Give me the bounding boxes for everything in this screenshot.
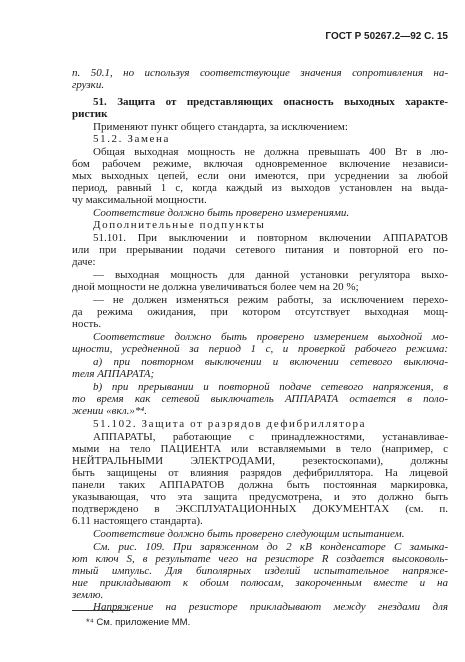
text-line: 51.101. При выключении и повторном включении АППАРАТОВ xyxy=(93,232,448,244)
footnote-divider xyxy=(72,610,130,611)
text-line: грузки. xyxy=(72,79,105,91)
text-line: — выходная мощность для данной установки регулятора выхо- xyxy=(93,269,448,281)
text-line: дной мощности не должна увеличиваться более чем на 20 %; xyxy=(72,281,359,293)
subsection-heading: 51.2. Замена xyxy=(93,133,170,145)
text-line: Соответствие должно быть проверено следующим испытанием. xyxy=(93,528,405,540)
text-line: щности, усредненной за период 1 с, и проверкой рабочего режима: xyxy=(72,343,448,355)
text-line: быть защищены от влияния разрядов дефибриллятора. На лицевой xyxy=(72,467,448,479)
text-line: См. рис. 109. При заряженном до 2 кВ конденсаторе С замыка- xyxy=(93,541,448,553)
text-line: а) при повторном выключении и включении сетевого выключа- xyxy=(93,356,448,368)
text-line: даче: xyxy=(72,256,96,268)
subsection-heading: 51.102. Защита от разрядов дефибриллятора xyxy=(93,418,367,430)
text-line: — не должен изменяться режим работы, за исключением перехо- xyxy=(93,294,448,306)
text-line: тный импульс. Для биполярных изделий испытательное напряже- xyxy=(72,565,448,577)
text-line: бом рабочем режиме, включая одновременное включение независи- xyxy=(72,158,448,170)
text-line: Общая выходная мощность не должна превышать 400 Вт в лю- xyxy=(93,146,448,158)
text-line: ние прикладывают к обоим полюсам, закороченным вместе и на xyxy=(72,577,448,589)
text-line: или при прерывании подачи сетевого питания и повторной его по- xyxy=(72,244,448,256)
text-line: подтверждено в ЭКСПЛУАТАЦИОННЫХ ДОКУМЕНТАХ (см. п. xyxy=(72,503,448,515)
text-line: 6.11 настоящего стандарта). xyxy=(72,515,203,527)
section-heading: ристик xyxy=(72,108,108,120)
subsection-heading: Дополнительные подпункты xyxy=(93,219,266,231)
text-line: АППАРАТЫ, работающие с принадлежностями, устанавливае- xyxy=(93,431,448,443)
text-line: чу максимальной мощности. xyxy=(72,194,207,206)
footnote: *⁴ См. приложение ММ. xyxy=(86,617,191,628)
section-heading: 51. Защита от представляющих опасность выходных характе- xyxy=(93,96,448,108)
text-line: жении «вкл.»*⁴. xyxy=(72,405,147,417)
text-line: ность. xyxy=(72,318,102,330)
text-line: указывающая, что эта защита предусмотрена, и это должно быть xyxy=(72,491,448,503)
text-line: ют ключ S, в результате чего на резисторе R создается высоковоль- xyxy=(72,553,448,565)
text-line: Соответствие должно быть проверено измерением выходной мо- xyxy=(93,331,448,343)
text-line: мыми на тело ПАЦИЕНТА или вставляемыми в тело (например, с xyxy=(72,443,448,455)
text-line: НЕЙТРАЛЬНЫМИ ЭЛЕКТРОДАМИ, резектоскопами), должны xyxy=(72,455,448,467)
text-line: землю. xyxy=(72,589,104,601)
text-line: период, равный 1 с, когда каждый из выходов установлен на выда- xyxy=(72,182,448,194)
text-line: мых выходных цепей, если они имеются, при усреднении за любой xyxy=(72,170,448,182)
text-line: панели таких АППАРАТОВ должна быть постоянная маркировка, xyxy=(72,479,448,491)
page-header: ГОСТ Р 50267.2—92 С. 15 xyxy=(325,31,448,42)
text-line: п. 50.1, но используя соответствующие значения сопротивления на- xyxy=(72,67,448,79)
text-line: Соответствие должно быть проверено измерениями. xyxy=(93,207,350,219)
text-line: b) при прерывании и повторной подаче сетевого напряжения, в xyxy=(93,381,448,393)
text-line: Напряжение на резисторе прикладывают между гнездами для xyxy=(93,601,448,613)
text-line: то время как сетевой выключатель АППАРАТА остается в поло- xyxy=(72,393,448,405)
text-line: Применяют пункт общего стандарта, за исключением: xyxy=(93,121,348,133)
text-line: теля АППАРАТА; xyxy=(72,368,155,380)
text-line: да режима ожидания, при котором отсутствует выходная мощ- xyxy=(72,306,448,318)
